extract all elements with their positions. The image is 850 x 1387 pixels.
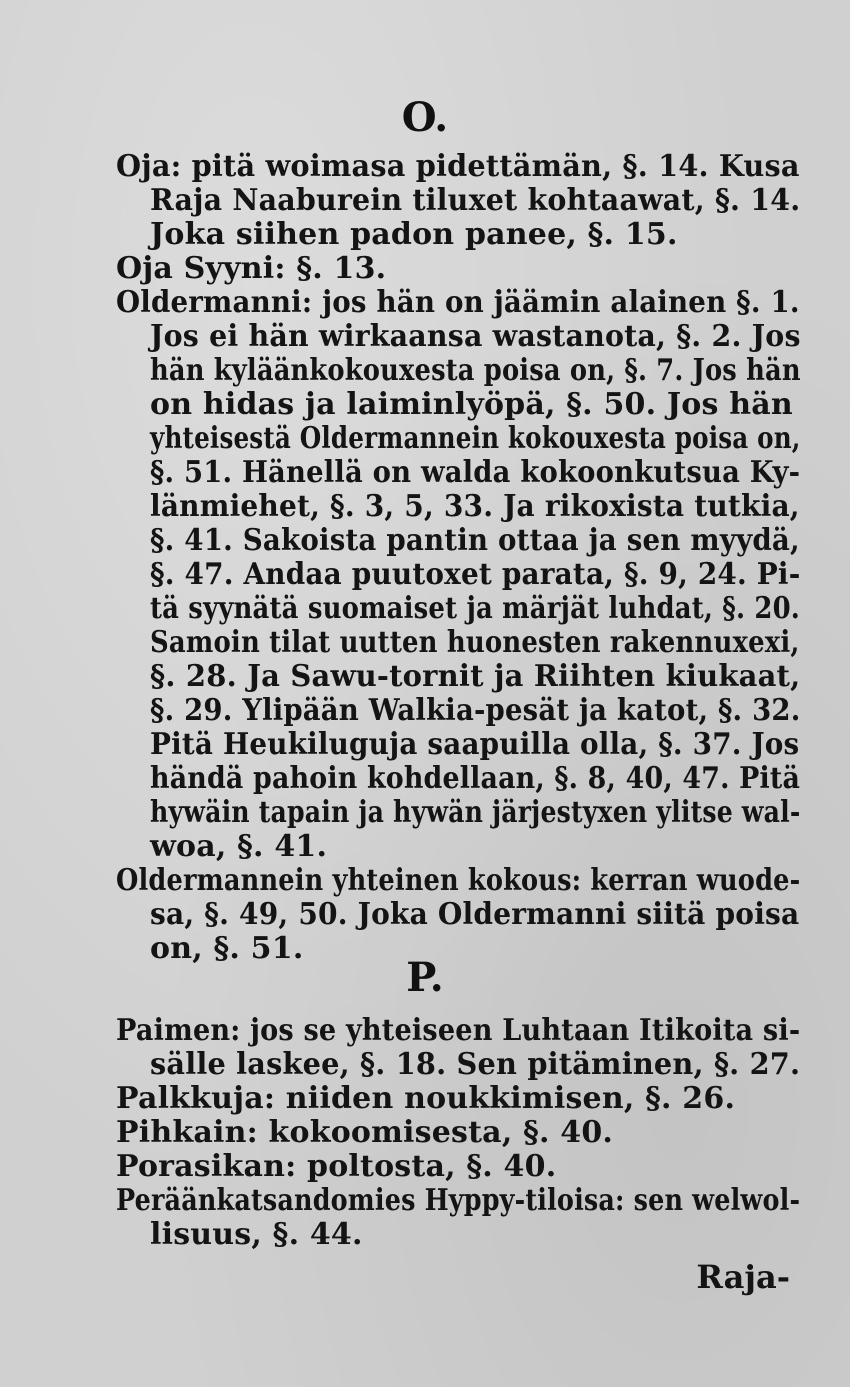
entry-line: yhteisestä Oldermannein kokouxesta poisa on, <box>150 421 801 456</box>
entry-line: Oldermannein yhteinen kokous: kerran wuode- <box>116 863 801 898</box>
entry-line: Paimen: jos se yhteiseen Luhtaan Itikoita si- <box>116 1013 801 1048</box>
entry-line: hän kyläänkokouxesta poisa on, §. 7. Jos hän <box>150 353 801 388</box>
entry-line: §. 47. Andaa puutoxet parata, §. 9, 24. Pi- <box>150 557 801 592</box>
entry-line: länmiehet, §. 3, 5, 33. Ja rikoxista tutkia, <box>150 489 800 524</box>
entry-line: Raja Naaburein tiluxet kohtaawat, §. 14. <box>150 183 801 218</box>
entry-line: Samoin tilat uutten huonesten rakennuxexi, <box>150 625 800 660</box>
entry-line: on hidas ja laiminlyöpä, §. 50. Jos hän <box>150 387 793 422</box>
entry-line: §. 28. Ja Sawu-tornit ja Riihten kiukaat, <box>150 659 801 694</box>
entry-line: Oldermanni: jos hän on jäämin alainen §. 1. <box>116 285 800 320</box>
entry-line: Oja: pitä woimasa pidettämän, §. 14. Kusa <box>116 149 800 184</box>
entry-line: §. 29. Ylipään Walkia-pesät ja katot, §. 32. <box>150 693 801 728</box>
entry-line: §. 51. Hänellä on walda kokoonkutsua Ky- <box>150 455 801 490</box>
entry-line: on, §. 51. <box>150 931 304 966</box>
entry-line: lisuus, §. 44. <box>150 1217 363 1252</box>
entry-line: Pihkain: kokoomisesta, §. 40. <box>116 1115 614 1150</box>
entry-line: Peräänkatsandomies Hyppy-tiloisa: sen welwol- <box>116 1183 801 1218</box>
section-heading-o: O. <box>401 94 449 141</box>
entry-line: Palkkuja: niiden noukkimisen, §. 26. <box>116 1081 736 1116</box>
entry-line: woa, §. 41. <box>150 829 328 864</box>
entry-line: §. 41. Sakoista pantin ottaa ja sen myydä, <box>150 523 800 558</box>
entry-line: Jos ei hän wirkaansa wastanota, §. 2. Jos <box>150 319 801 354</box>
entry-line: tä syynätä suomaiset ja märjät luhdat, §. 20. <box>150 591 801 626</box>
entry-line: Pitä Heukiluguja saapuilla olla, §. 37. Jos <box>150 727 800 762</box>
entry-line: sälle laskee, §. 18. Sen pitäminen, §. 27. <box>150 1047 801 1082</box>
entry-line: Oja Syyni: §. 13. <box>116 251 387 286</box>
entry-line: hywäin tapain ja hywän järjestyxen ylitse wal- <box>150 795 801 830</box>
entry-line: Joka siihen padon panee, §. 15. <box>150 217 678 252</box>
catchword: Raja- <box>696 1258 790 1296</box>
section-heading-p: P. <box>406 954 444 1001</box>
entry-line: händä pahoin kohdellaan, §. 8, 40, 47. Pitä <box>150 761 801 796</box>
entry-line: Porasikan: poltosta, §. 40. <box>116 1149 557 1184</box>
entry-line: sa, §. 49, 50. Joka Oldermanni siitä poisa <box>150 897 800 932</box>
